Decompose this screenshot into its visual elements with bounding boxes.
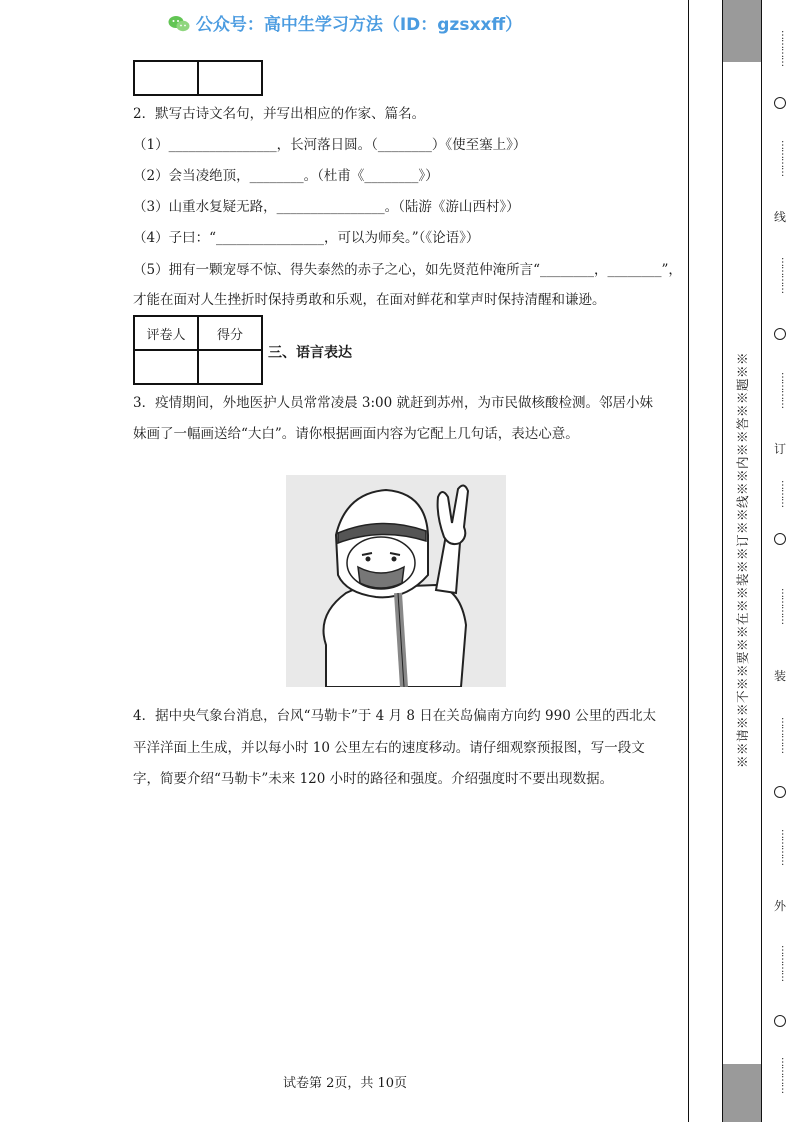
binding-mark-wai: 外: [773, 899, 786, 913]
dotted-line: …………: [779, 140, 790, 176]
q4-line-1: 4．据中央气象台消息，台风“马勒卡”于 4 月 8 日在关岛偏南方向约 990 公里的西北太: [133, 708, 657, 724]
score-cell: [198, 61, 262, 95]
no-answer-warning: ※※请※※不※※要※※在※※装※※订※※线※※内※※答※※题※※: [735, 351, 750, 769]
q4-line-2: 平洋洋面上生成，并以每小时 10 公里左右的速度移动。请仔细观察预报图，写一段文: [133, 740, 645, 756]
medic-illustration: [286, 475, 506, 687]
score-cell: [134, 61, 198, 95]
gutter-shade-top: [723, 0, 761, 62]
reviewer-cell: [134, 350, 198, 384]
medic-drawing: [286, 475, 506, 687]
binding-mark-ding: 订: [773, 442, 786, 456]
dotted-line: …………: [779, 1057, 790, 1093]
binding-circle: [774, 786, 786, 798]
dotted-line: …………: [779, 829, 790, 865]
q2-item-2: （2）会当凌绝顶，________。（杜甫《________》）: [133, 168, 439, 184]
q2-title: 2．默写古诗文名句，并写出相应的作家、篇名。: [133, 106, 426, 122]
q2-item-4: （4）子曰：“________________，可以为师矣。”（《论语》）: [133, 230, 480, 246]
dotted-line: …………: [779, 945, 790, 981]
page-footer: 试卷第 2页，共 10页: [282, 1076, 408, 1091]
binding-circle: [774, 97, 786, 109]
dotted-line: …………: [779, 257, 790, 293]
q2-item-5: （5）拥有一颗宠辱不惊、得失泰然的赤子之心，如先贤范仲淹所言“________，________”，: [133, 262, 682, 278]
header-text: 公众号：高中生学习方法（ID：gzsxxff）: [195, 15, 523, 35]
gutter-shade-bottom: [723, 1064, 761, 1122]
dotted-line: …………: [779, 717, 790, 753]
section-title: 三、语言表达: [268, 345, 352, 361]
binding-circle: [774, 1015, 786, 1027]
dotted-line: …………: [779, 588, 790, 624]
binding-line-column: [770, 0, 790, 1122]
binding-circle: [774, 328, 786, 340]
score-table-section3: [133, 315, 263, 385]
score-cell: [198, 350, 262, 384]
binding-mark-zhuang: 装: [773, 669, 786, 683]
page-header: [0, 10, 690, 35]
dotted-line: …………: [779, 372, 790, 408]
gutter-border-line: [688, 0, 689, 1122]
q3-line-1: 3．疫情期间，外地医护人员常常凌晨 3:00 就赶到苏州，为市民做核酸检测。邻居小妹: [133, 395, 653, 411]
q2-item-1: （1）________________，长河落日圆。（________）《使至塞上》）: [133, 137, 527, 153]
q2-item-5-cont: 才能在面对人生挫折时保持勇敢和乐观，在面对鲜花和掌声时保持清醒和谦逊。: [133, 292, 606, 308]
wechat-icon: [168, 15, 190, 33]
reviewer-label: 评卷人: [134, 316, 198, 350]
binding-circle: [774, 533, 786, 545]
score-label: 得分: [198, 316, 262, 350]
score-table-top: [133, 60, 263, 96]
dotted-line: ………: [779, 479, 790, 507]
dotted-line: …………: [779, 30, 790, 66]
binding-mark-xian: 线: [773, 210, 786, 224]
q3-line-2: 妹画了一幅画送给“大白”。请你根据画面内容为它配上几句话，表达心意。: [133, 426, 579, 442]
q4-line-3: 字，简要介绍“马勒卡”未来 120 小时的路径和强度。介绍强度时不要出现数据。: [133, 771, 614, 787]
q2-item-3: （3）山重水复疑无路，________________。（陆游《游山西村》）: [133, 199, 520, 215]
